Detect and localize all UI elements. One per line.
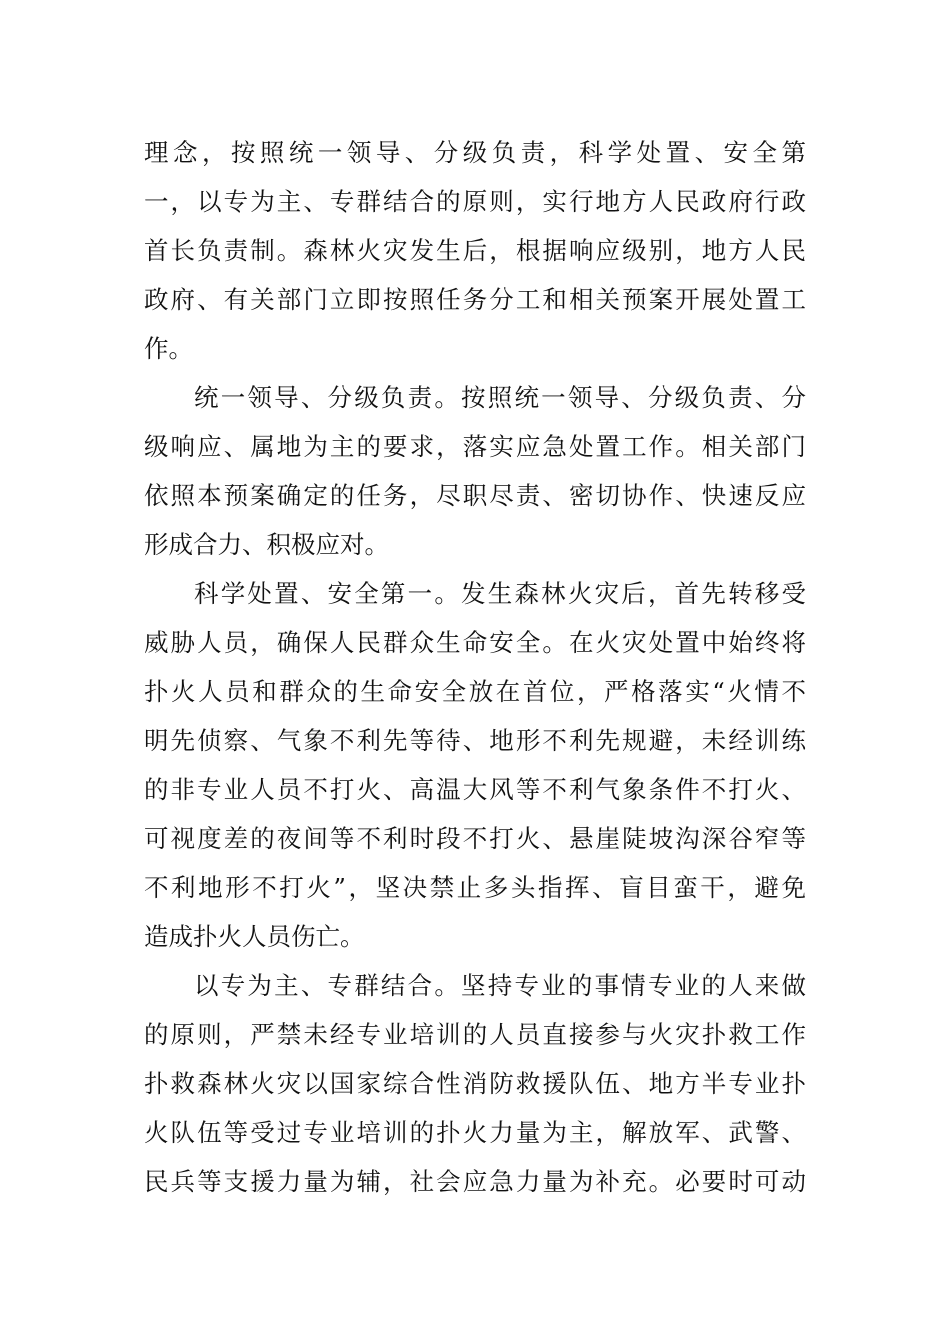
text-line: 级响应、属地为主的要求，落实应急处置工作。相关部门 — [144, 432, 806, 461]
text-line: 可视度差的夜间等不利时段不打火、悬崖陡坡沟深谷窄等 — [144, 824, 806, 853]
text-line: 扑火人员和群众的生命安全放在首位，严格落实“火情不 — [144, 677, 806, 706]
text-line: 形成合力、积极应对。 — [144, 530, 389, 559]
text-line: 威胁人员，确保人民群众生命安全。在火灾处置中始终将 — [144, 628, 806, 657]
text-line: 科学处置、安全第一。发生森林火灾后，首先转移受 — [194, 579, 806, 608]
text-line: 的非专业人员不打火、高温大风等不利气象条件不打火、 — [144, 775, 806, 804]
text-line: 作。 — [144, 334, 193, 363]
text-line: 民兵等支援力量为辅，社会应急力量为补充。必要时可动 — [144, 1167, 806, 1196]
text-line: 造成扑火人员伤亡。 — [144, 922, 365, 951]
text-line: 依照本预案确定的任务，尽职尽责、密切协作、快速反应 — [144, 481, 806, 510]
text-line: 不利地形不打火”，坚决禁止多头指挥、盲目蛮干，避免 — [144, 873, 806, 902]
text-line: 的原则，严禁未经专业培训的人员直接参与火灾扑救工作 — [144, 1020, 806, 1049]
text-line: 统一领导、分级负责。按照统一领导、分级负责、分 — [194, 383, 806, 412]
text-line: 一，以专为主、专群结合的原则，实行地方人民政府行政 — [144, 187, 806, 216]
text-line: 明先侦察、气象不利先等待、地形不利先规避，未经训练 — [144, 726, 806, 755]
text-line: 理念，按照统一领导、分级负责，科学处置、安全第 — [144, 138, 806, 167]
text-line: 以专为主、专群结合。坚持专业的事情专业的人来做 — [194, 971, 806, 1000]
text-line: 扑救森林火灾以国家综合性消防救援队伍、地方半专业扑 — [144, 1069, 806, 1098]
text-line: 火队伍等受过专业培训的扑火力量为主，解放军、武警、 — [144, 1118, 806, 1147]
text-line: 政府、有关部门立即按照任务分工和相关预案开展处置工 — [144, 285, 806, 314]
text-line: 首长负责制。森林火灾发生后，根据响应级别，地方人民 — [144, 236, 806, 265]
